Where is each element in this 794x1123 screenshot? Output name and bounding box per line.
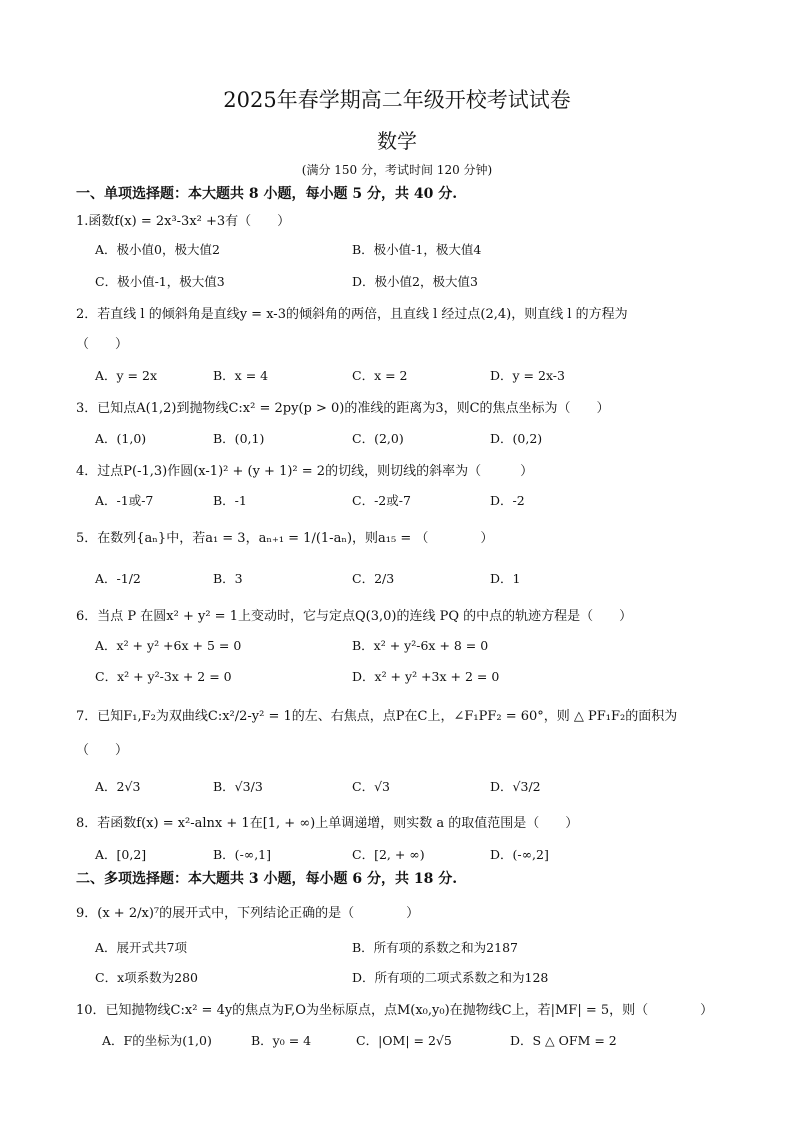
question-8-option-d: D．(-∞,2] bbox=[490, 847, 549, 862]
question-2-stem-cont: （ ） bbox=[76, 337, 129, 352]
question-6-option-b: B．x² + y²-6x + 8 = 0 bbox=[352, 638, 489, 653]
question-1-option-b: B．极小值-1，极大值4 bbox=[352, 242, 482, 257]
question-9-option-b: B．所有项的系数之和为2187 bbox=[352, 940, 518, 955]
question-6-option-c: C．x² + y²-3x + 2 = 0 bbox=[95, 669, 232, 684]
question-10-option-a: A．F的坐标为(1,0) bbox=[102, 1033, 212, 1048]
question-6-option-d: D．x² + y² +3x + 2 = 0 bbox=[352, 669, 500, 684]
exam-subject: 数学 bbox=[377, 129, 417, 153]
question-3-option-c: C．(2,0) bbox=[352, 431, 404, 446]
question-7-option-d: D．√3/2 bbox=[490, 779, 541, 794]
question-1-option-d: D．极小值2，极大值3 bbox=[352, 274, 478, 289]
question-8-option-b: B．(-∞,1] bbox=[213, 847, 272, 862]
question-6-stem: 6．当点 P 在圆x² + y² = 1上变动时，它与定点Q(3,0)的连线 PQ 的中点的轨迹方程是（ ） bbox=[76, 609, 633, 624]
question-9-option-a: A．展开式共7项 bbox=[95, 940, 187, 955]
question-1-option-c: C．极小值-1，极大值3 bbox=[95, 274, 225, 289]
question-7-option-b: B．√3/3 bbox=[213, 779, 263, 794]
question-7-option-a: A．2√3 bbox=[95, 779, 141, 794]
question-8-option-c: C．[2, + ∞) bbox=[352, 847, 425, 862]
question-3-option-a: A．(1,0) bbox=[95, 431, 147, 446]
question-8-stem: 8．若函数f(x) = x²-alnx + 1在[1, + ∞)上单调递增，则实数 a 的取值范围是（ ） bbox=[76, 816, 579, 831]
question-1-stem: 1.函数f(x) = 2x³-3x² +3有（ ） bbox=[76, 214, 291, 229]
question-5-option-c: C．2/3 bbox=[352, 571, 395, 586]
section-single-choice: 一、单项选择题：本大题共 8 小题，每小题 5 分，共 40 分. bbox=[76, 186, 458, 202]
section-multi-choice: 二、多项选择题：本大题共 3 小题，每小题 6 分，共 18 分. bbox=[76, 871, 458, 887]
question-2-option-c: C．x = 2 bbox=[352, 368, 408, 383]
question-2-stem: 2．若直线 l 的倾斜角是直线y = x-3的倾斜角的两倍，且直线 l 经过点(2,4)，则直线 l 的方程为 bbox=[76, 307, 628, 322]
question-4-option-d: D．-2 bbox=[490, 493, 525, 508]
exam-note: (满分 150 分，考试时间 120 分钟) bbox=[301, 163, 493, 177]
question-10-option-b: B．y₀ = 4 bbox=[251, 1033, 312, 1048]
question-7-stem-cont: （ ） bbox=[76, 743, 129, 758]
question-10-option-d: D．S △ OFM = 2 bbox=[510, 1033, 617, 1048]
question-7-stem: 7．已知F₁,F₂为双曲线C:x²/2-y² = 1的左、右焦点，点P在C上，∠F₁PF₂ = 60°，则 △ PF₁F₂的面积为 bbox=[76, 709, 678, 724]
question-9-stem: 9．(x + 2/x)⁷的展开式中，下列结论正确的是（ ） bbox=[76, 906, 420, 921]
question-2-option-d: D．y = 2x-3 bbox=[490, 368, 565, 383]
question-3-option-d: D．(0,2) bbox=[490, 431, 543, 446]
question-3-stem: 3．已知点A(1,2)到抛物线C:x² = 2py(p > 0)的准线的距离为3，则C的焦点坐标为（ ） bbox=[76, 401, 610, 416]
question-3-option-b: B．(0,1) bbox=[213, 431, 265, 446]
question-2-option-a: A．y = 2x bbox=[95, 368, 158, 383]
question-4-option-b: B．-1 bbox=[213, 493, 247, 508]
question-5-option-b: B．3 bbox=[213, 571, 243, 586]
question-10-option-c: C．|OM| = 2√5 bbox=[356, 1033, 452, 1048]
exam-title: 2025年春学期高二年级开校考试试卷 bbox=[223, 88, 571, 112]
question-9-option-d: D．所有项的二项式系数之和为128 bbox=[352, 970, 549, 985]
question-5-option-a: A．-1/2 bbox=[95, 571, 141, 586]
question-6-option-a: A．x² + y² +6x + 5 = 0 bbox=[95, 638, 242, 653]
question-7-option-c: C．√3 bbox=[352, 779, 390, 794]
question-4-option-a: A．-1或-7 bbox=[95, 493, 154, 508]
question-4-stem: 4．过点P(-1,3)作圆(x-1)² + (y + 1)² = 2的切线，则切线的斜率为（ ） bbox=[76, 464, 534, 479]
question-8-option-a: A．[0,2] bbox=[95, 847, 147, 862]
question-10-stem: 10．已知抛物线C:x² = 4y的焦点为F,O为坐标原点，点M(x₀,y₀)在抛物线C上，若|MF| = 5，则（ ） bbox=[76, 1003, 714, 1018]
question-9-option-c: C．x项系数为280 bbox=[95, 970, 198, 985]
question-1-option-a: A．极小值0，极大值2 bbox=[95, 242, 220, 257]
question-5-option-d: D．1 bbox=[490, 571, 521, 586]
question-4-option-c: C．-2或-7 bbox=[352, 493, 411, 508]
question-5-stem: 5．在数列{aₙ}中，若a₁ = 3，aₙ₊₁ = 1/(1-aₙ)，则a₁₅ = （ ） bbox=[76, 531, 494, 546]
question-2-option-b: B．x = 4 bbox=[213, 368, 269, 383]
